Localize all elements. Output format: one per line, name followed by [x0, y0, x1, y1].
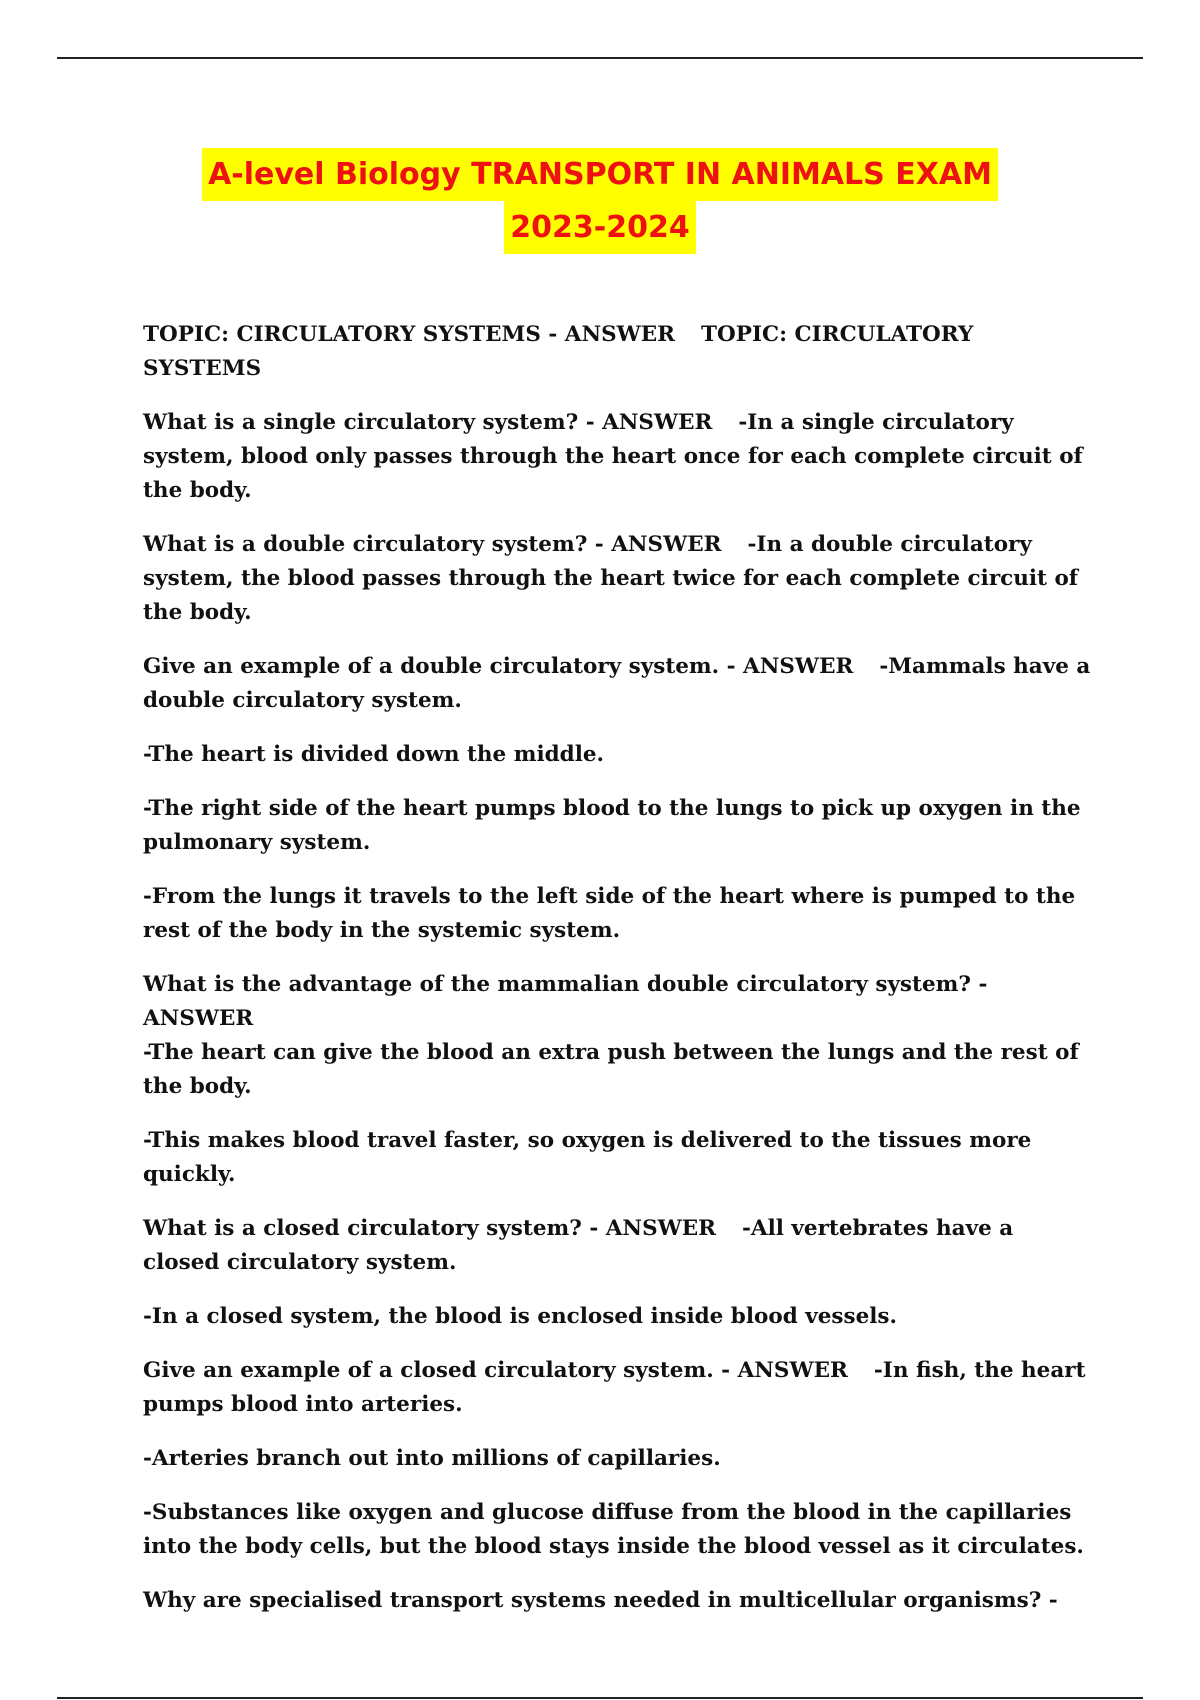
bottom-rule	[57, 1697, 1143, 1699]
para-substances: -Substances like oxygen and glucose diffuse from the blood in the capillaries into the body cells, but the blood stays inside the blood vessel as it circulates.	[143, 1500, 1084, 1559]
answer-text: -In a single circulatory system, blood only passes through the heart once for each complete circuit of the body.	[143, 410, 1083, 503]
document-body	[143, 318, 1093, 1638]
qa-single-circulatory	[143, 406, 1093, 508]
qa-topic	[143, 318, 1093, 386]
question-text: What is a double circulatory system? - ANSWER	[143, 532, 722, 557]
para-enclosed: -In a closed system, the blood is enclosed inside blood vessels.	[143, 1304, 898, 1329]
document-title	[0, 148, 1200, 254]
qa-double-example	[143, 650, 1093, 718]
answer-text: -Mammals have a double circulatory system.	[143, 654, 1091, 713]
answer-text: -In fish, the heart pumps blood into arteries.	[143, 1358, 1086, 1417]
answer-text: TOPIC: CIRCULATORY SYSTEMS	[143, 322, 974, 381]
answer-text: -In a double circulatory system, the blood passes through the heart twice for each complete circuit of the body.	[143, 532, 1079, 625]
para-faster: -This makes blood travel faster, so oxygen is delivered to the tissues more quickly.	[143, 1128, 1032, 1187]
qa-advantage	[143, 968, 1093, 1104]
qa-closed-example	[143, 1354, 1093, 1422]
question-text: Give an example of a double circulatory system. - ANSWER	[143, 654, 854, 679]
question-text: Give an example of a closed circulatory system. - ANSWER	[143, 1358, 848, 1383]
answer-text: -The heart can give the blood an extra push between the lungs and the rest of the body.	[143, 1040, 1079, 1099]
para-heart-divided: -The heart is divided down the middle.	[143, 742, 605, 767]
title-line-2: 2023-2024	[504, 201, 695, 254]
question-text: What is a closed circulatory system? - ANSWER	[143, 1216, 716, 1241]
answer-text: -All vertebrates have a closed circulatory system.	[143, 1216, 1014, 1275]
para-right-side: -The right side of the heart pumps blood to the lungs to pick up oxygen in the pulmonary system.	[143, 796, 1081, 855]
qa-double-circulatory	[143, 528, 1093, 630]
question-text: What is the advantage of the mammalian double circulatory system? - ANSWER	[143, 972, 988, 1031]
question-text: TOPIC: CIRCULATORY SYSTEMS - ANSWER	[143, 322, 676, 347]
para-arteries: -Arteries branch out into millions of capillaries.	[143, 1446, 721, 1471]
question-text: What is a single circulatory system? - ANSWER	[143, 410, 713, 435]
question-specialised: Why are specialised transport systems needed in multicellular organisms? -	[143, 1588, 1058, 1613]
para-from-lungs: -From the lungs it travels to the left side of the heart where is pumped to the rest of the body in the systemic system.	[143, 884, 1076, 943]
qa-closed	[143, 1212, 1093, 1280]
title-line-1: A-level Biology TRANSPORT IN ANIMALS EXAM	[202, 148, 998, 201]
top-rule	[57, 57, 1143, 59]
